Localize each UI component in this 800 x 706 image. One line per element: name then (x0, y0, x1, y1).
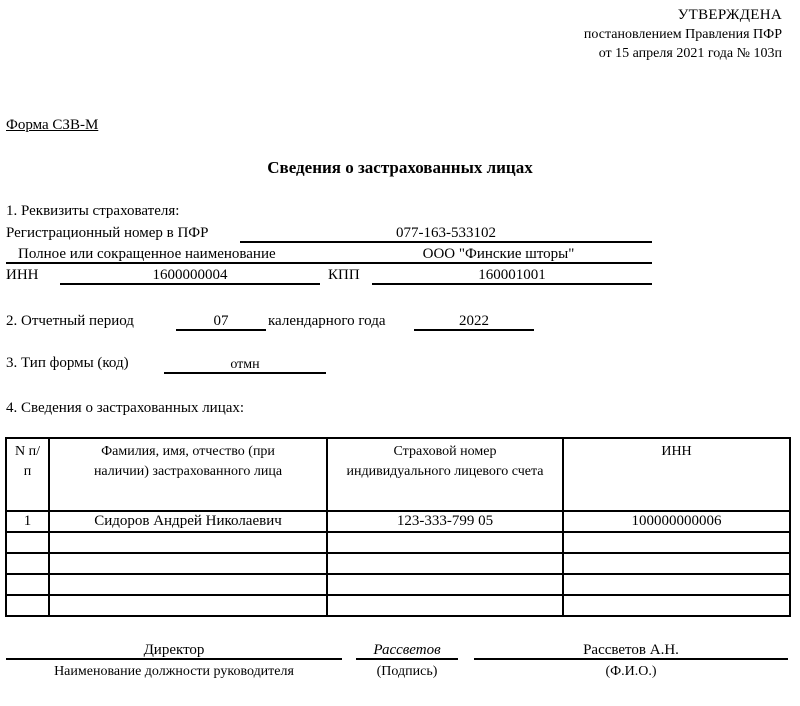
org-name-value: ООО "Финские шторы" (422, 246, 575, 262)
cell-number (6, 574, 49, 595)
col-header-snils: Страховой номер индивидуального лицевого счета (327, 438, 563, 511)
org-name-underline (6, 262, 652, 264)
approval-stamp (584, 6, 782, 63)
cell-number (6, 532, 49, 553)
inn-underline (60, 283, 320, 285)
kpp-label: КПП (328, 267, 360, 283)
cell-fio (49, 595, 327, 616)
signer-position-caption: Наименование должности руководителя (54, 664, 294, 679)
period-label: 2. Отчетный период (6, 313, 134, 329)
approval-line-2: от 15 апреля 2021 года № 103п (598, 46, 782, 61)
col-header-fio: Фамилия, имя, отчество (при наличии) застрахованного лица (49, 438, 327, 511)
inn-value: 1600000004 (152, 267, 228, 283)
insured-persons-table (5, 437, 791, 617)
cell-inn (563, 532, 790, 553)
signature: Рассветов (373, 642, 441, 658)
document-title: Сведения о застрахованных лицах (267, 158, 533, 177)
table-row (6, 595, 790, 616)
period-year-underline (414, 329, 534, 331)
table-row (6, 553, 790, 574)
form-name: Форма СЗВ-М (6, 117, 99, 133)
form-type-label: 3. Тип формы (код) (6, 355, 129, 371)
period-month-underline (176, 329, 266, 331)
approval-line-1: постановлением Правления ПФР (583, 27, 782, 42)
reg-number-label: Регистрационный номер в ПФР (6, 225, 209, 241)
reg-number-underline (240, 241, 652, 243)
reg-number-value: 077-163-533102 (396, 225, 496, 241)
kpp-value: 160001001 (478, 267, 546, 283)
inn-label: ИНН (6, 267, 39, 283)
form-type-value: отмн (230, 357, 260, 372)
signer-position-underline (6, 658, 342, 660)
cell-inn: 100000000006 (563, 511, 790, 532)
cell-fio (49, 574, 327, 595)
period-month: 07 (213, 313, 229, 329)
org-name-label: Полное или сокращенное наименование (18, 246, 276, 262)
cell-snils: 123-333-799 05 (327, 511, 563, 532)
signature-underline (356, 658, 458, 660)
section1-heading: 1. Реквизиты страхователя: (6, 203, 180, 219)
signer-position: Директор (143, 642, 205, 658)
cell-number (6, 553, 49, 574)
table-row (6, 574, 790, 595)
cell-inn (563, 574, 790, 595)
cell-number (6, 595, 49, 616)
signer-fio: Рассветов А.Н. (583, 642, 679, 658)
signer-fio-caption: (Ф.И.О.) (605, 664, 657, 679)
cell-number: 1 (6, 511, 49, 532)
signature-caption: (Подпись) (376, 664, 438, 679)
col-header-number: N п/п (6, 438, 49, 511)
cell-fio: Сидоров Андрей Николаевич (49, 511, 327, 532)
table-row (6, 511, 790, 532)
table-header-row (6, 438, 790, 511)
kpp-underline (372, 283, 652, 285)
col-header-inn: ИНН (563, 438, 790, 511)
signer-fio-underline (474, 658, 788, 660)
cell-inn (563, 553, 790, 574)
cell-snils (327, 574, 563, 595)
table-row (6, 532, 790, 553)
period-year: 2022 (459, 313, 489, 329)
approval-title: УТВЕРЖДЕНА (677, 7, 782, 23)
form-type-underline (164, 372, 326, 374)
cell-snils (327, 553, 563, 574)
period-middle-text: календарного года (268, 313, 386, 329)
cell-fio (49, 532, 327, 553)
cell-inn (563, 595, 790, 616)
cell-snils (327, 532, 563, 553)
cell-snils (327, 595, 563, 616)
cell-fio (49, 553, 327, 574)
section4-heading: 4. Сведения о застрахованных лицах: (6, 400, 245, 416)
